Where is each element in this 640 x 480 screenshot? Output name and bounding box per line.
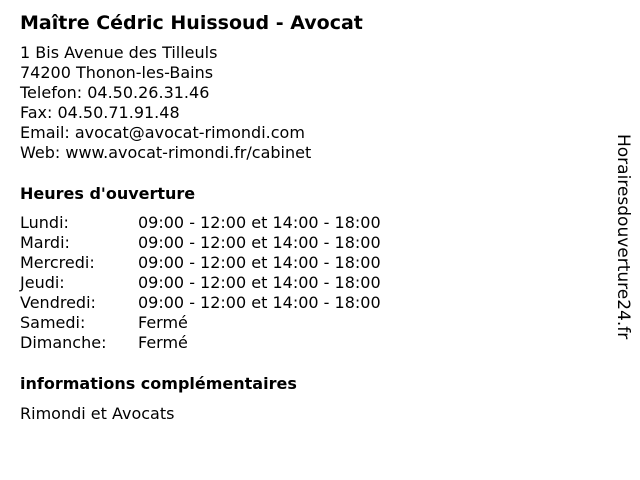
day-hours: 09:00 - 12:00 et 14:00 - 18:00	[138, 273, 381, 292]
day-hours: Fermé	[138, 333, 188, 352]
site-watermark: Horairesdouverture24.fr	[613, 134, 633, 340]
email-address: Email: avocat@avocat-rimondi.com	[20, 123, 305, 142]
hours-row-jeudi	[20, 273, 381, 293]
phone-number: Telefon: 04.50.26.31.46	[20, 83, 210, 102]
day-hours: 09:00 - 12:00 et 14:00 - 18:00	[138, 233, 381, 252]
day-label: Samedi:	[20, 313, 86, 332]
hours-row-samedi	[20, 313, 381, 333]
additional-info-text: Rimondi et Avocats	[20, 404, 175, 423]
day-hours: Fermé	[138, 313, 188, 332]
day-label: Dimanche:	[20, 333, 107, 352]
opening-hours-table	[20, 213, 381, 353]
website-address: Web: www.avocat-rimondi.fr/cabinet	[20, 143, 312, 162]
day-hours: 09:00 - 12:00 et 14:00 - 18:00	[138, 213, 381, 232]
day-hours: 09:00 - 12:00 et 14:00 - 18:00	[138, 253, 381, 272]
day-label: Lundi:	[20, 213, 69, 232]
day-label: Jeudi:	[20, 273, 65, 292]
day-hours: 09:00 - 12:00 et 14:00 - 18:00	[138, 293, 381, 312]
contact-details	[20, 43, 311, 163]
hours-row-mercredi	[20, 253, 381, 273]
address-line-1: 1 Bis Avenue des Tilleuls	[20, 43, 218, 62]
additional-info-heading: informations complémentaires	[20, 374, 297, 393]
day-label: Mercredi:	[20, 253, 95, 272]
day-label: Mardi:	[20, 233, 70, 252]
fax-number: Fax: 04.50.71.91.48	[20, 103, 180, 122]
hours-row-lundi	[20, 213, 381, 233]
address-line-2: 74200 Thonon-les-Bains	[20, 63, 214, 82]
page-title: Maître Cédric Huissoud - Avocat	[20, 12, 363, 34]
hours-row-vendredi	[20, 293, 381, 313]
day-label: Vendredi:	[20, 293, 96, 312]
hours-row-dimanche	[20, 333, 381, 353]
hours-row-mardi	[20, 233, 381, 253]
opening-hours-heading: Heures d'ouverture	[20, 184, 196, 203]
